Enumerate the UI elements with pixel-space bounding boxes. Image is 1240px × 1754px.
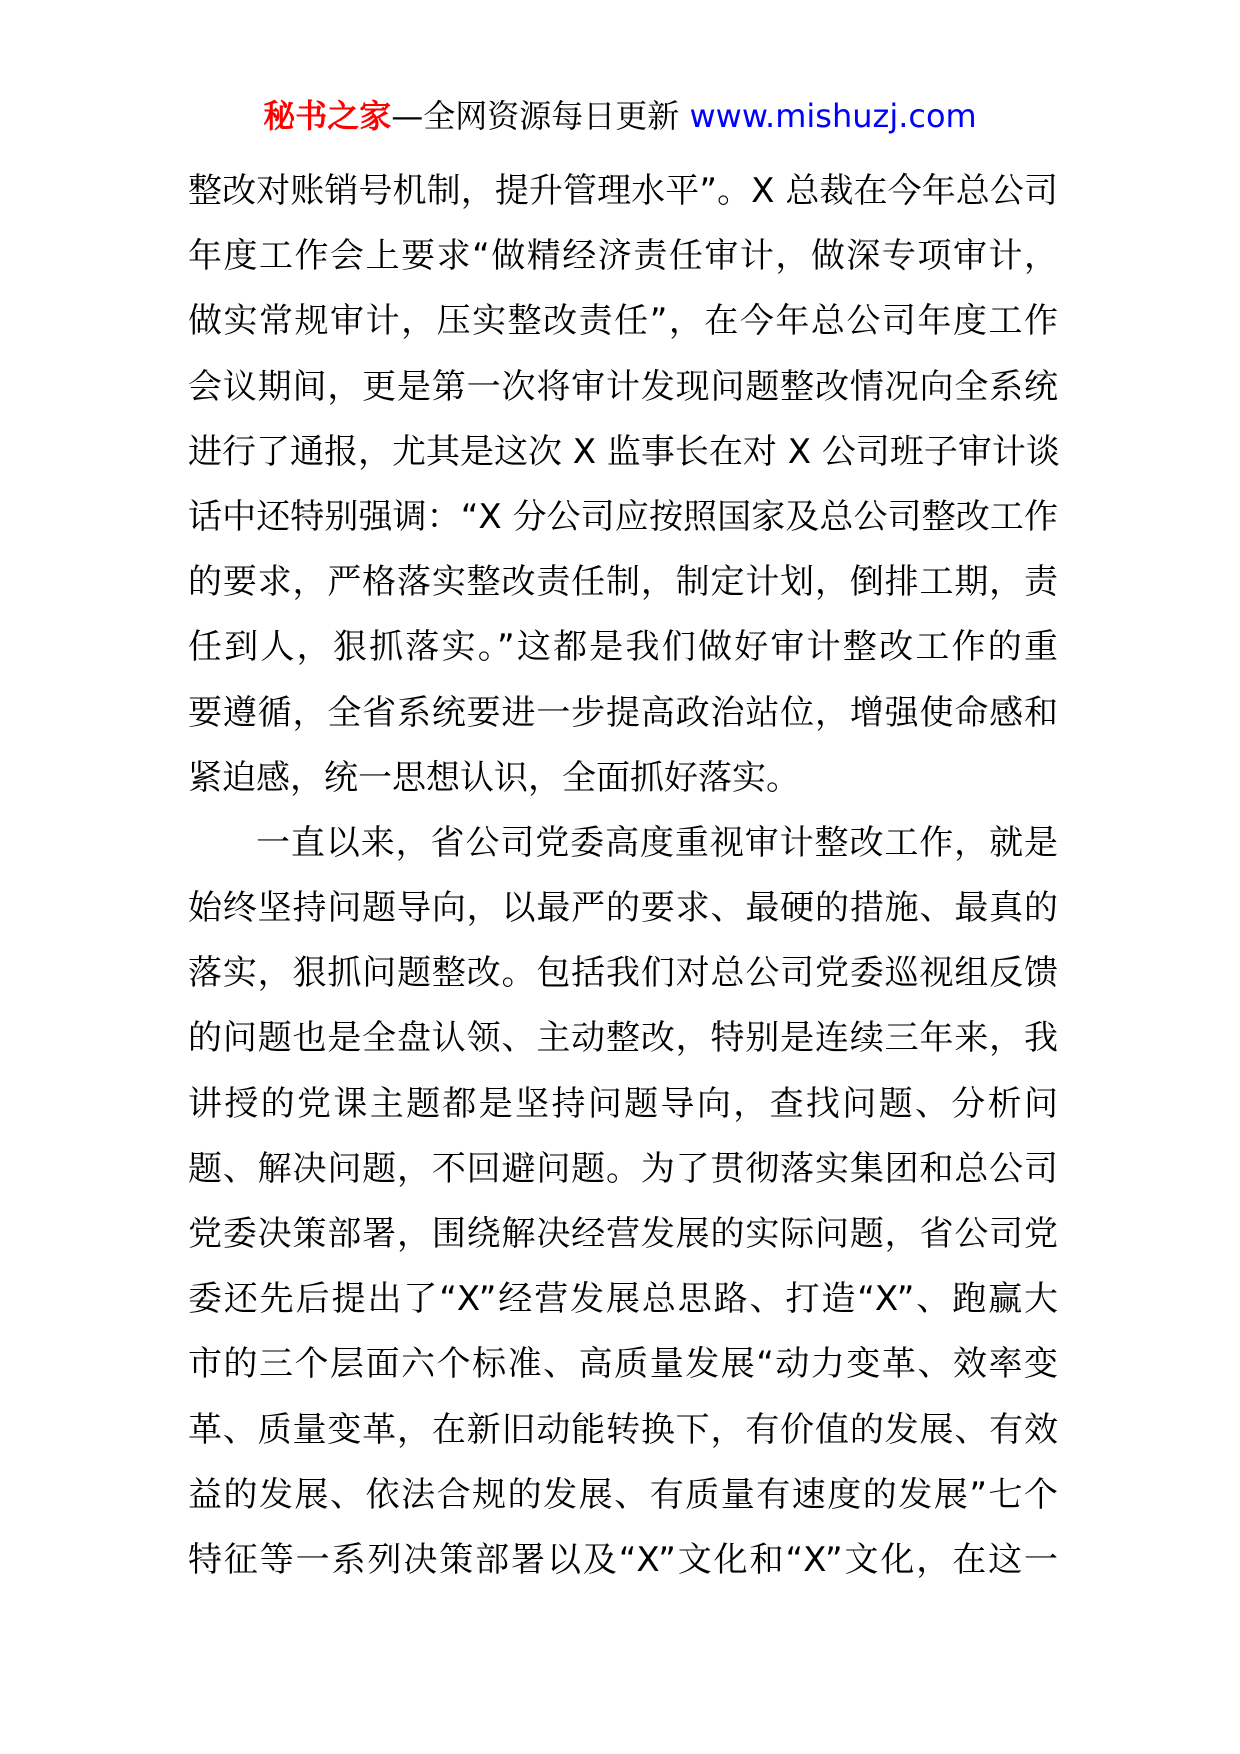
text-line: 市的三个层面六个标准、高质量发展“动力变革、效率变	[188, 1344, 1058, 1385]
document-body	[188, 159, 1058, 1593]
text-line: 讲授的党课主题都是坚持问题导向，查找问题、分析问	[188, 1083, 1058, 1124]
brand-name: 秘书之家	[263, 97, 392, 135]
page-header	[0, 96, 1240, 136]
text-line: 整改对账销号机制，提升管理水平”。X 总裁在今年总公司	[188, 171, 1058, 211]
text-line: 年度工作会上要求“做精经济责任审计，做深专项审计，	[188, 236, 1058, 277]
paragraph-end-line: 紧迫感，统一思想认识，全面抓好落实。	[188, 757, 800, 798]
text-line: 进行了通报，尤其是这次 X 监事长在对 X 公司班子审计谈	[188, 431, 1060, 472]
text-line: 益的发展、依法合规的发展、有质量有速度的发展”七个	[188, 1474, 1058, 1515]
text-line: 的问题也是全盘认领、主动整改，特别是连续三年来，我	[188, 1018, 1058, 1059]
site-url-link[interactable]: www.mishuzj.com	[689, 97, 977, 135]
text-line: 任到人，狠抓落实。”这都是我们做好审计整改工作的重	[188, 627, 1058, 668]
text-line: 题、解决问题，不回避问题。为了贯彻落实集团和总公司	[188, 1148, 1058, 1189]
text-line: 会议期间，更是第一次将审计发现问题整改情况向全系统	[188, 366, 1058, 407]
text-line: 特征等一系列决策部署以及“X”文化和“X”文化，在这一	[188, 1539, 1058, 1580]
text-line: 做实常规审计，压实整改责任”，在今年总公司年度工作	[188, 301, 1058, 342]
text-line: 委还先后提出了“X”经营发展总思路、打造“X”、跑赢大	[188, 1279, 1058, 1320]
text-line: 要遵循，全省系统要进一步提高政治站位，增强使命感和	[188, 692, 1058, 733]
text-line: 落实，狠抓问题整改。包括我们对总公司党委巡视组反馈	[188, 953, 1058, 994]
header-tagline: —全网资源每日更新	[391, 97, 690, 135]
text-line: 的要求，严格落实整改责任制，制定计划，倒排工期，责	[188, 562, 1058, 603]
paragraph-start-line: 一直以来，省公司党委高度重视审计整改工作，就是	[256, 822, 1058, 863]
text-line: 党委决策部署，围绕解决经营发展的实际问题，省公司党	[188, 1214, 1058, 1254]
text-line: 革、质量变革，在新旧动能转换下，有价值的发展、有效	[188, 1409, 1058, 1450]
text-line: 话中还特别强调：“X 分公司应按照国家及总公司整改工作	[188, 496, 1058, 537]
text-line: 始终坚持问题导向，以最严的要求、最硬的措施、最真的	[188, 888, 1058, 929]
